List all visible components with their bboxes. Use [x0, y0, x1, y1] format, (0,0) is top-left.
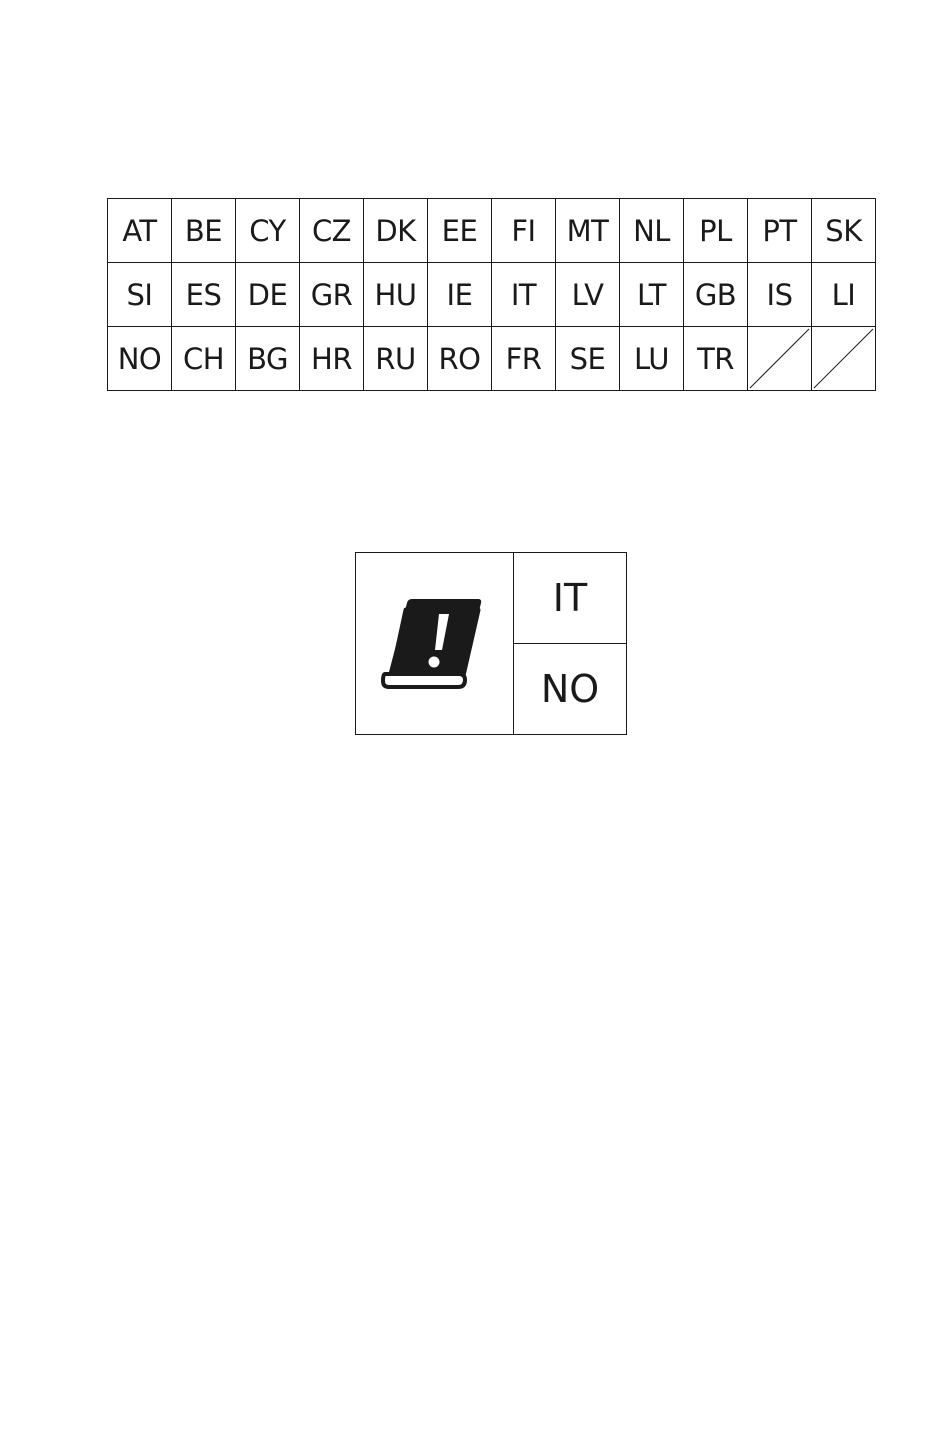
table-row — [108, 263, 876, 327]
country-cell: LU — [620, 327, 684, 391]
country-cell: LV — [556, 263, 620, 327]
country-cell: PL — [684, 199, 748, 263]
restriction-notice-box — [355, 552, 627, 735]
country-cell: IE — [428, 263, 492, 327]
country-cell: PT — [748, 199, 812, 263]
diagonal-strike-icon — [812, 327, 875, 390]
country-cell: FR — [492, 327, 556, 391]
manual-warning-icon — [379, 594, 491, 694]
table-row — [108, 199, 876, 263]
empty-cell — [748, 327, 812, 391]
country-cell: CH — [172, 327, 236, 391]
country-cell: MT — [556, 199, 620, 263]
country-cell: HU — [364, 263, 428, 327]
country-cell: FI — [492, 199, 556, 263]
country-cell: CZ — [300, 199, 364, 263]
country-cell: GB — [684, 263, 748, 327]
country-cell: TR — [684, 327, 748, 391]
country-cell: DE — [236, 263, 300, 327]
country-cell: LI — [812, 263, 876, 327]
diagonal-strike-icon — [748, 327, 811, 390]
country-cell: RO — [428, 327, 492, 391]
country-cell: BG — [236, 327, 300, 391]
country-cell: SE — [556, 327, 620, 391]
restricted-country-code: NO — [540, 667, 600, 711]
country-cell: ES — [172, 263, 236, 327]
country-cell: LT — [620, 263, 684, 327]
country-cell: BE — [172, 199, 236, 263]
country-cell: SK — [812, 199, 876, 263]
restriction-codes — [514, 553, 626, 734]
country-cell: GR — [300, 263, 364, 327]
table-row — [108, 327, 876, 391]
icon-cell — [356, 553, 514, 734]
country-cell: EE — [428, 199, 492, 263]
country-cell: DK — [364, 199, 428, 263]
country-cell: RU — [364, 327, 428, 391]
country-cell: NL — [620, 199, 684, 263]
country-cell: IS — [748, 263, 812, 327]
restricted-country-code: IT — [514, 553, 626, 644]
country-cell: CY — [236, 199, 300, 263]
empty-cell — [812, 327, 876, 391]
country-cell: IT — [492, 263, 556, 327]
country-cell: AT — [108, 199, 172, 263]
country-cell: HR — [300, 327, 364, 391]
country-cell: SI — [108, 263, 172, 327]
country-code-table — [107, 198, 876, 391]
country-cell: NO — [108, 327, 172, 391]
